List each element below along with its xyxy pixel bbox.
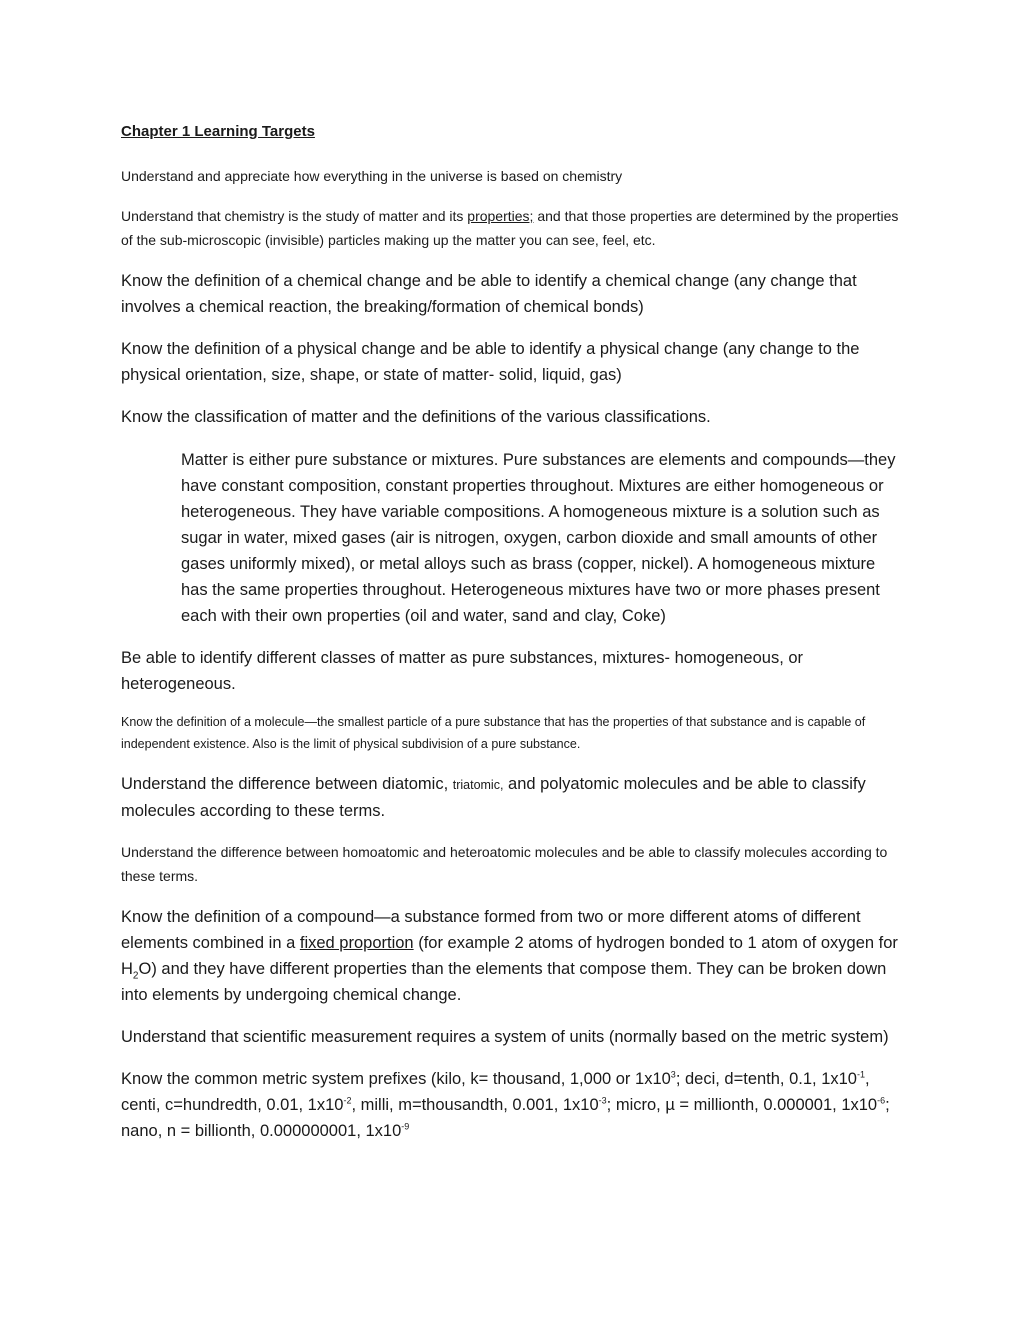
fixed-proportion-underlined: fixed proportion	[299, 934, 414, 952]
paragraph-physical-change: Know the definition of a physical change and be able to identify a physical change (any change to the physical orientation, size, shape, or state of matter- solid, liquid, gas)	[121, 340, 860, 384]
paragraph-metric-prefixes: Know the common metric system prefixes (kilo, k= thousand, 1,000 or $1x10^3$; deci, d=tenth, 0.1, $1x10^{-1}$, centi, c=hundredth, 0.01, $1x10^{-2}$, milli, m=thousandth, 0.001, $1x10^{-3}$; micro, µ = millionth, 0.000001, $1x10^{-6}$; nano, n = billionth, 0.000000001, $1x10^{-9}$	[121, 1069, 890, 1140]
paragraph-molecule-definition: Know the definition of a molecule—the smallest particle of a pure substance that has the properties of that substance and is capable of independent existence. Also is the limit of physical subdivision of a pure substance.	[121, 715, 866, 751]
paragraph-identify-classes: Be able to identify different classes of matter as pure substances, mixtures- homogeneous, or heterogeneous.	[121, 649, 804, 693]
paragraph-chemistry-definition: Understand that chemistry is the study of matter and its properties; and that those properties are determined by the properties of the sub-microscopic (invisible) particles making up the matter you can see, feel, etc.	[121, 208, 899, 248]
paragraph-universe: Understand and appreciate how everything in the universe is based on chemistry	[121, 168, 623, 184]
paragraph-matter-classes: Matter is either pure substance or mixtures. Pure substances are elements and compounds—they have constant composition, constant properties throughout. Mixtures are either homogeneous or heterogeneous. They have variable compositions. A homogeneous mixture is a solution such as sugar in water, mixed gases (air is nitrogen, oxygen, carbon dioxide and small amounts of other gases uniformly mixed), or metal alloys such as brass (copper, nickel). A homogeneous mixture has the same properties throughout. Heterogeneous mixtures have two or more phases present each with their own properties (oil and water, sand and clay, Coke)	[181, 451, 896, 625]
paragraph-homo-hetero: Understand the difference between homoatomic and heteroatomic molecules and be able to classify molecules according to these terms.	[121, 844, 888, 884]
page-title: Chapter 1 Learning Targets	[121, 123, 315, 140]
paragraph-units: Understand that scientific measurement requires a system of units (normally based on the metric system)	[121, 1028, 889, 1046]
paragraph-chemical-change: Know the definition of a chemical change and be able to identify a chemical change (any change that involves a chemical reaction, the breaking/formation of chemical bonds)	[121, 272, 857, 316]
document-page	[121, 122, 901, 1144]
paragraph-classification: Know the classification of matter and the definitions of the various classifications.	[121, 408, 711, 426]
paragraph-atomic-molecules: Understand the difference between diatomic, triatomic, and polyatomic molecules and be able to classify molecules according to these terms.	[121, 775, 866, 820]
properties-underlined: properties;	[467, 208, 534, 224]
paragraph-compound-definition: Know the definition of a compound—a substance formed from two or more different atoms of different elements combined in a fixed proportion (for example 2 atoms of hydrogen bonded to 1 atom of oxygen for $H_2O$) and they have different properties than the elements that compose them. They can be broken down into elements by undergoing chemical change.	[121, 908, 898, 1004]
